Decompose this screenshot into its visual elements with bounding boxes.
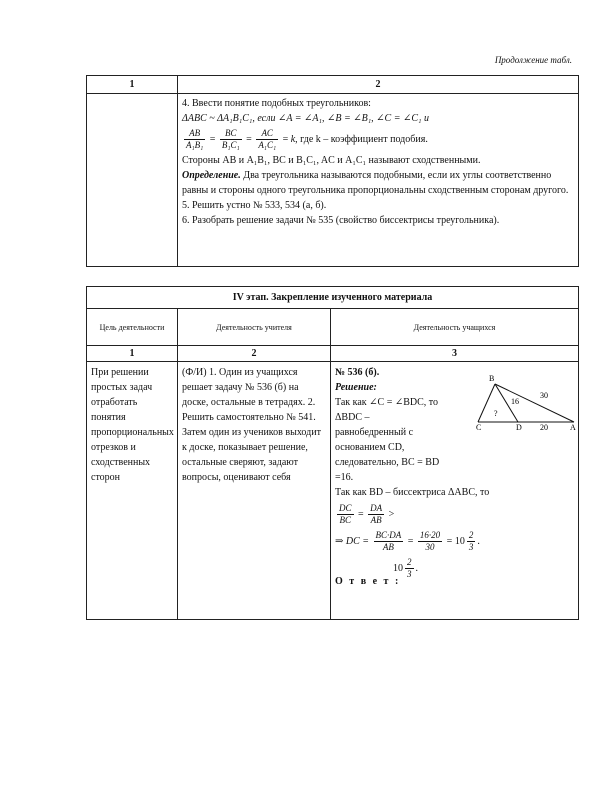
stage-title: IV этап. Закрепление изученного материала	[87, 287, 579, 309]
solution-line-2: ΔBDC –	[335, 412, 370, 423]
similarity-line: ΔABC ~ ΔA₁B₁C₁, если ∠A = ∠A₁, ∠B = ∠B₁, ∠C = ∠C₁ и	[182, 113, 429, 124]
definition-text: Два треугольника называются подобными, если их углы соответственно равны и стороны одного треугольника пропорциональны сходственным сторонам другого.	[182, 170, 569, 196]
ratio-fraction-2: $\frac{BC}{\text{B₁C₁}}$	[221, 128, 240, 150]
sides-line: Стороны AB и A₁B₁, BC и B₁C₁, AC и A₁C₁ называют сходственными.	[182, 155, 481, 166]
num-1: 1	[87, 346, 178, 362]
solution-line-4: основанием CD,	[335, 442, 405, 453]
solution-line-3: равнобедренный с	[335, 427, 414, 438]
ratio-k: k	[290, 133, 296, 145]
head-student: Деятельность учащихся	[331, 309, 579, 346]
dc-result: 10 $\frac{2}{3}$ .	[454, 530, 480, 552]
item-6: 6. Разобрать решение задачи № 535 (свойство биссектрисы треугольника).	[182, 215, 500, 226]
solution-line-5: следовательно, BC = BD	[335, 457, 440, 468]
lesson-content-cell	[178, 94, 579, 267]
ratio-tail: , где k – коэффициент подобия.	[295, 133, 428, 145]
head-teacher: Деятельность учителя	[178, 309, 331, 346]
label-a: A	[570, 423, 576, 430]
solution-label: Решение:	[335, 382, 377, 393]
dc-fraction-2: $\frac{16\cdot 20}{30}$	[419, 530, 441, 553]
stage-table	[86, 286, 579, 620]
item-5: 5. Решить устно № 533, 534 (а, б).	[182, 200, 327, 211]
head-goal: Цель деятельности	[87, 309, 178, 346]
num-2: 2	[178, 346, 331, 362]
triangle-figure	[476, 370, 576, 430]
proportion: $\frac{DC}{BC}$ = $\frac{DA}{AB}$ >	[339, 503, 395, 525]
proportion-right: $\frac{DA}{AB}$	[370, 503, 383, 525]
definition-label: Определение.	[182, 170, 241, 181]
col-header-1: 1	[87, 76, 178, 94]
task-number: № 536 (б).	[335, 367, 380, 378]
label-q: ?	[494, 409, 498, 418]
solution-line-1: Так как ∠C = ∠BDC, то	[335, 397, 439, 408]
definition	[182, 168, 574, 198]
col-header-2: 2	[178, 76, 579, 94]
solution-line-7: Так как BD – биссектриса ΔABC, то	[335, 487, 490, 498]
num-3: 3	[331, 346, 579, 362]
ratio-fraction-1: $\frac{AB}{\text{A₁B₁}}$	[186, 128, 204, 150]
dc-fraction-1: $\frac{BC\cdot DA}{AB}$	[375, 530, 402, 553]
label-16: 16	[511, 397, 520, 406]
solution-line-6: =16.	[335, 472, 354, 483]
label-b: B	[489, 374, 495, 383]
answer-label: О т в е т :	[335, 576, 401, 588]
empty-cell	[87, 94, 178, 267]
proportion-left: $\frac{DC}{BC}$	[339, 503, 352, 525]
label-c: C	[476, 423, 482, 430]
student-cell	[331, 362, 579, 620]
label-20: 20	[540, 423, 549, 430]
dc-computation: ⇒ DC = $\frac{BC\cdot DA}{AB}$ = $\frac{16\cdot 20}{30}$ = 10 $\frac{2}{3}$ .	[335, 530, 480, 553]
continuation-label: Продолжение табл.	[494, 55, 572, 65]
label-d: D	[516, 423, 522, 430]
goal-cell: При решении простых задач отработать понятия пропорциональных отрезков и сходственных сторон	[87, 362, 178, 620]
ratio-line: $\frac{AB}{\text{A₁B₁}}$ = $\frac{BC}{\text{B₁C₁}}$ = $\frac{AC}{\text{A₁C₁}}$ = k, где k – коэффициент подобия.	[186, 128, 428, 150]
answer-value-top: 10 $\frac{2}{3}$ .	[393, 557, 418, 580]
side-bc	[478, 384, 495, 422]
teacher-cell: (Ф/И) 1. Один из учащихся решает задачу № 536 (б) на доске, остальные в тетрадях. 2. Решить самостоятельно № 541. Затем один из учеников выходит к доске, показывает решение, остальные сверяют, задают вопросы, оценивают себя	[178, 362, 331, 620]
top-table	[86, 75, 579, 267]
label-30: 30	[540, 391, 549, 400]
dc-lhs: ⇒ DC =	[335, 536, 370, 547]
ratio-fraction-3: $\frac{AC}{\text{A₁C₁}}$	[258, 128, 277, 150]
item-4: 4. Ввести понятие подобных треугольников:	[182, 98, 371, 109]
